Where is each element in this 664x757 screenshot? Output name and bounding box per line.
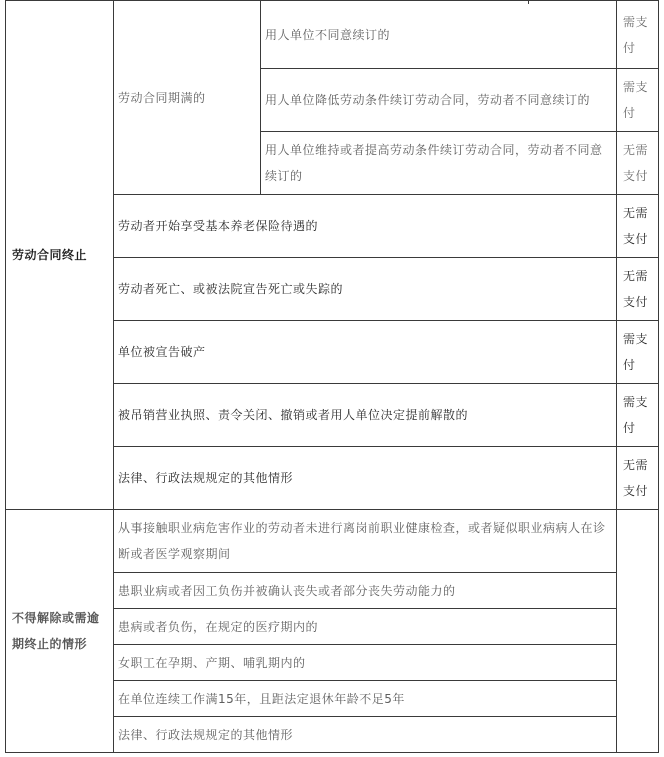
termination-condition: 劳动者开始享受基本养老保险待遇的 [114,195,617,258]
payment-cell: 需支付 [617,384,659,447]
payment-cell: 需支付 [617,69,659,132]
payment-cell: 需支付 [617,321,659,384]
table-row [6,1,659,69]
payment-cell: 需支付 [617,1,659,69]
termination-condition: 劳动者死亡、或被法院宣告死亡或失踪的 [114,258,617,321]
no-termination-condition: 患病或者负伤，在规定的医疗期内的 [114,609,617,645]
termination-condition: 单位被宣告破产 [114,321,617,384]
expiry-label: 劳动合同期满的 [114,1,261,195]
payment-cell: 无需支付 [617,195,659,258]
empty-payment-cell [617,510,659,753]
payment-cell: 无需支付 [617,132,659,195]
expiry-condition-3: 用人单位维持或者提高劳动条件续订劳动合同，劳动者不同意续订的 [261,132,617,195]
category-no-termination: 不得解除或需逾期终止的情形 [6,510,114,753]
expiry-condition-1: 用人单位不同意续订的 [261,1,617,69]
termination-condition: 被吊销营业执照、责令关闭、撤销或者用人单位决定提前解散的 [114,384,617,447]
payment-cell: 无需支付 [617,447,659,510]
labor-contract-table [5,0,659,753]
category-termination: 劳动合同终止 [6,1,114,510]
no-termination-condition: 女职工在孕期、产期、哺乳期内的 [114,645,617,681]
no-termination-condition: 患职业病或者因工负伤并被确认丧失或者部分丧失劳动能力的 [114,573,617,609]
table-row [6,510,659,573]
termination-condition: 法律、行政法规规定的其他情形 [114,447,617,510]
no-termination-condition: 从事接触职业病危害作业的劳动者未进行离岗前职业健康检查，或者疑似职业病病人在诊断或者医学观察期间 [114,510,617,573]
expiry-condition-2: 用人单位降低劳动条件续订劳动合同，劳动者不同意续订的 [261,69,617,132]
no-termination-condition: 在单位连续工作满15年，且距法定退休年龄不足5年 [114,681,617,717]
no-termination-condition: 法律、行政法规规定的其他情形 [114,717,617,753]
payment-cell: 无需支付 [617,258,659,321]
